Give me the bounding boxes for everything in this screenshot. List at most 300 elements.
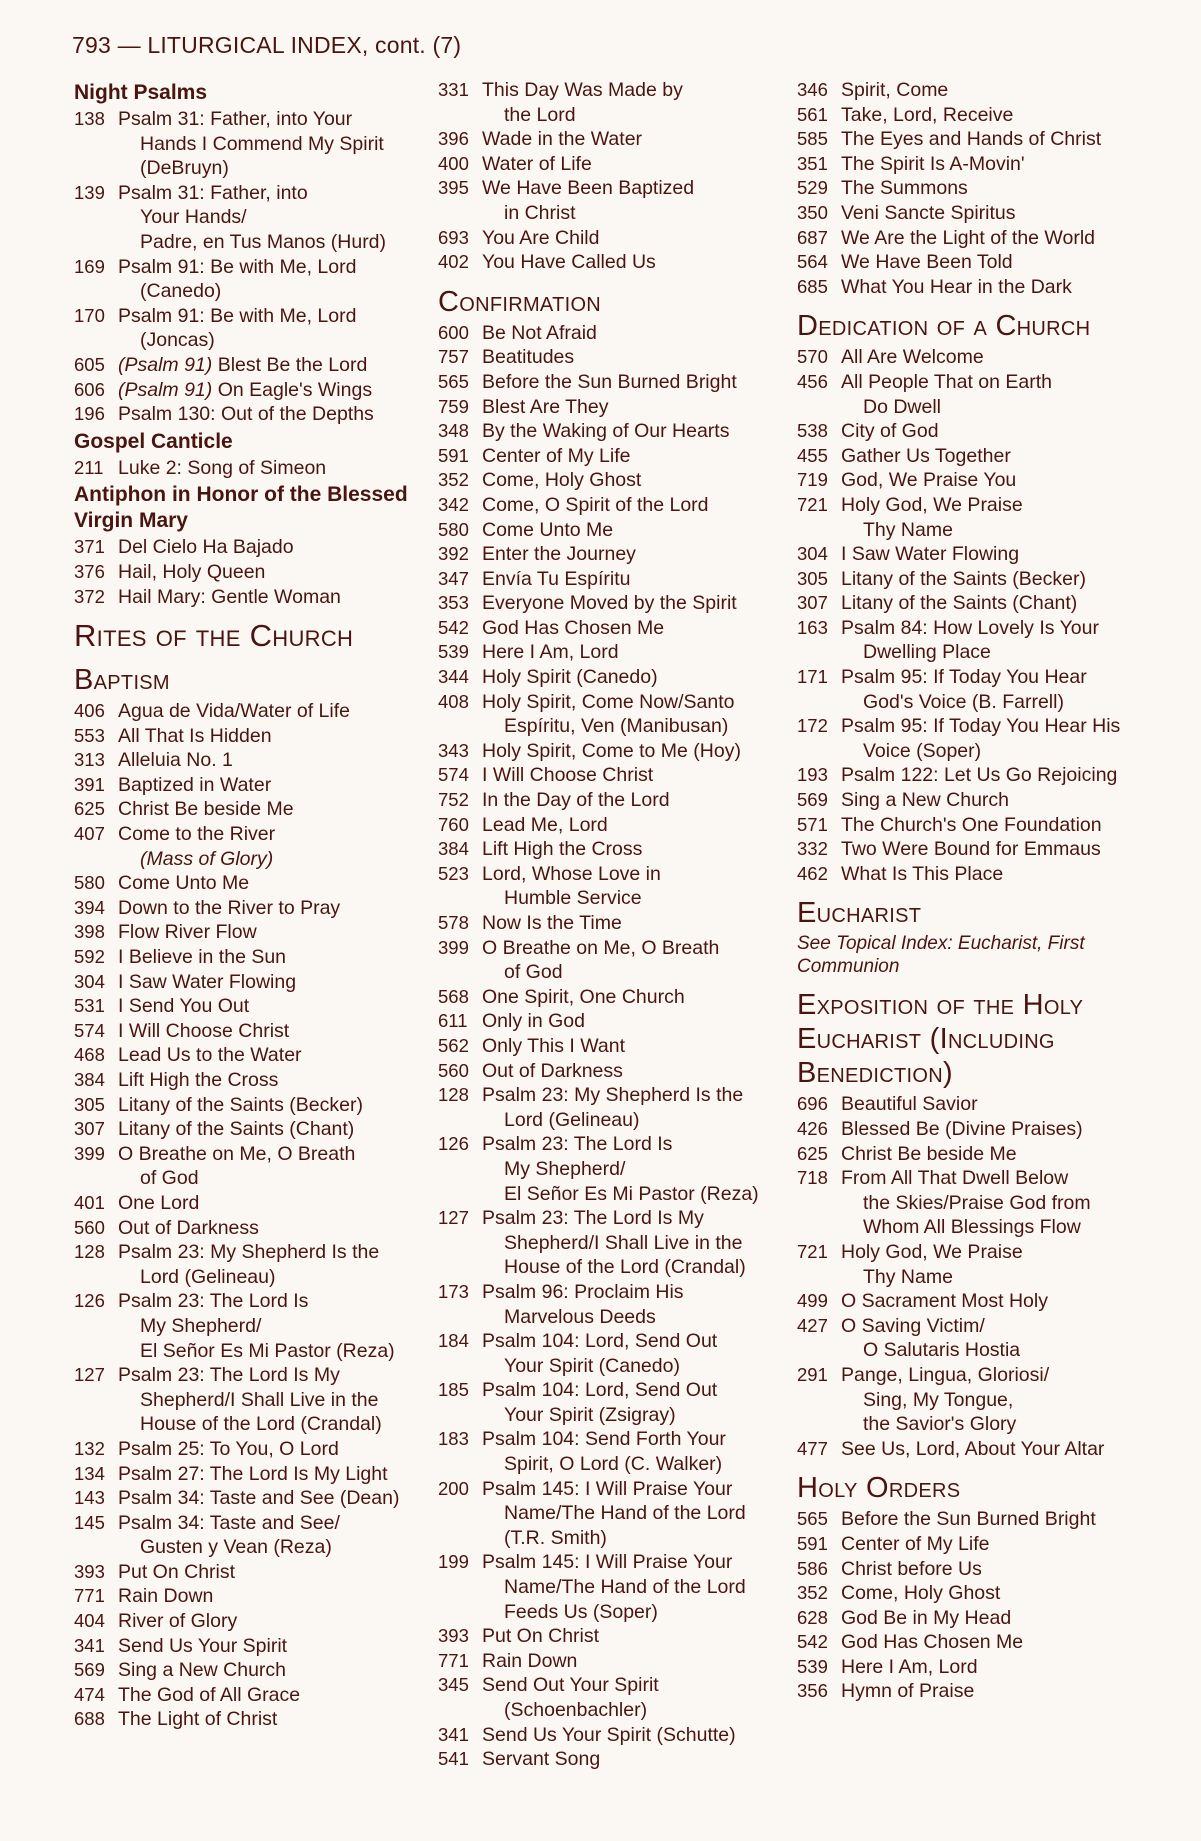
hymn-title xyxy=(118,402,419,427)
hymn-title xyxy=(841,201,1142,226)
hymn-number: 145 xyxy=(74,1511,105,1533)
hymn-title xyxy=(482,78,783,127)
title-line: Psalm 145: I Will Praise Your xyxy=(482,1551,733,1574)
title-line: Only in God xyxy=(482,1010,585,1033)
index-entry xyxy=(438,152,783,177)
hymn-title xyxy=(482,468,783,493)
hymn-title xyxy=(482,1550,783,1624)
title-line: You Have Called Us xyxy=(482,251,656,274)
title-line: Spirit, Come xyxy=(841,79,949,101)
hymn-number: 541 xyxy=(438,1748,469,1770)
title-line: Psalm 122: Let Us Go Rejoicing xyxy=(841,764,1118,787)
title-line: Envía Tu Espíritu xyxy=(482,567,631,590)
hymn-title xyxy=(118,994,419,1019)
hymn-title xyxy=(482,1378,783,1427)
title-line: Wade in the Water xyxy=(482,128,643,151)
hymn-number: 193 xyxy=(797,764,828,786)
index-entry xyxy=(74,699,419,724)
index-entry xyxy=(438,370,783,395)
hymn-title xyxy=(482,152,783,177)
title-line: The Spirit Is A-Movin' xyxy=(841,152,1025,175)
hymn-title xyxy=(482,1206,783,1280)
title-line: Psalm 23: The Lord Is xyxy=(482,1133,673,1156)
hymn-number: 693 xyxy=(438,226,469,248)
title-line: Christ before Us xyxy=(841,1557,982,1580)
hymn-number: 718 xyxy=(797,1167,828,1189)
index-entry xyxy=(74,1289,419,1363)
title-line: Spirit, O Lord (C. Walker) xyxy=(504,1453,723,1476)
index-entry xyxy=(797,1314,1142,1363)
section-heading: Dedication of a Church xyxy=(797,310,1091,343)
index-entry xyxy=(74,456,419,481)
hymn-title xyxy=(118,1437,419,1462)
index-entry xyxy=(438,763,783,788)
title-line: Hail Mary: Gentle Woman xyxy=(118,585,341,608)
title-line: O Saving Victim/ xyxy=(841,1314,985,1337)
index-entry xyxy=(797,419,1142,444)
title-line: All That Is Hidden xyxy=(118,724,272,747)
index-entry xyxy=(797,1630,1142,1655)
index-entry xyxy=(74,1658,419,1683)
title-line: Out of Darkness xyxy=(118,1216,259,1239)
index-entry xyxy=(438,1009,783,1034)
title-line: Psalm 95: If Today You Hear His xyxy=(841,715,1121,738)
title-line: God Has Chosen Me xyxy=(841,1631,1024,1654)
hymn-title xyxy=(118,255,419,304)
hymn-number: 342 xyxy=(438,493,469,515)
hymn-number: 341 xyxy=(438,1723,469,1745)
hymn-number: 169 xyxy=(74,255,105,277)
index-entry xyxy=(438,395,783,420)
index-entry xyxy=(438,419,783,444)
hymn-title xyxy=(482,1624,783,1649)
title-line: Alleluia No. 1 xyxy=(118,749,233,772)
hymn-number: 291 xyxy=(797,1363,828,1385)
hymn-title xyxy=(841,813,1142,838)
title-line: Holy God, We Praise xyxy=(841,493,1023,516)
title-line: Litany of the Saints (Chant) xyxy=(841,592,1078,615)
section-heading: Baptism xyxy=(74,664,170,697)
index-entry xyxy=(438,665,783,690)
section-heading: Holy Orders xyxy=(797,1472,961,1505)
hymn-number: 163 xyxy=(797,616,828,638)
hymn-number: 456 xyxy=(797,370,828,392)
index-entry xyxy=(74,994,419,1019)
title-line: My Shepherd/ xyxy=(140,1314,262,1337)
hymn-number: 580 xyxy=(438,518,469,540)
title-line: Psalm 34: Taste and See/ xyxy=(118,1511,340,1534)
hymn-number: 305 xyxy=(797,567,828,589)
title-line: Psalm 145: I Will Praise Your xyxy=(482,1477,733,1500)
title-line: Come, O Spirit of the Lord xyxy=(482,493,709,516)
title-line: Lead Me, Lord xyxy=(482,813,608,836)
hymn-title xyxy=(118,1289,419,1363)
title-line: Before the Sun Burned Bright xyxy=(841,1508,1096,1531)
title-line: Out of Darkness xyxy=(482,1059,623,1082)
hymn-number: 455 xyxy=(797,444,828,466)
title-line: Take, Lord, Receive xyxy=(841,103,1014,126)
hymn-title xyxy=(482,1477,783,1551)
title-line: Lord (Gelineau) xyxy=(140,1265,276,1288)
hymn-title xyxy=(482,640,783,665)
hymn-number: 600 xyxy=(438,321,469,343)
hymn-number: 561 xyxy=(797,103,828,125)
hymn-number: 462 xyxy=(797,862,828,884)
hymn-title xyxy=(482,444,783,469)
hymn-number: 356 xyxy=(797,1680,828,1702)
hymn-number: 185 xyxy=(438,1379,469,1401)
index-entry xyxy=(74,1093,419,1118)
hymn-title xyxy=(841,345,1142,370)
hymn-number: 477 xyxy=(797,1437,828,1459)
title-line: Holy Spirit (Canedo) xyxy=(482,666,658,689)
title-line: O Salutaris Hostia xyxy=(863,1339,1021,1362)
title-line: What Is This Place xyxy=(841,862,1004,885)
title-line: God, We Praise You xyxy=(841,469,1017,492)
hymn-title xyxy=(482,862,783,911)
title-line: Before the Sun Burned Bright xyxy=(482,370,737,393)
hymn-title xyxy=(841,1117,1142,1142)
hymn-number: 571 xyxy=(797,813,828,835)
title-line: the Savior's Glory xyxy=(863,1413,1017,1436)
hymn-number: 752 xyxy=(438,789,469,811)
title-line: Your Spirit (Zsigray) xyxy=(504,1403,676,1426)
hymn-number: 126 xyxy=(74,1290,105,1312)
title-line: Holy God, We Praise xyxy=(841,1240,1023,1263)
title-line: Pange, Lingua, Gloriosi/ xyxy=(841,1363,1050,1386)
title-line: All People That on Earth xyxy=(841,370,1053,393)
hymn-title xyxy=(841,419,1142,444)
title-line: Psalm 23: The Lord Is xyxy=(118,1290,309,1313)
title-line: Hail, Holy Queen xyxy=(118,560,266,583)
hymn-number: 138 xyxy=(74,108,105,129)
index-entry xyxy=(74,107,419,181)
title-line: Beatitudes xyxy=(482,346,575,369)
hymn-number: 560 xyxy=(438,1059,469,1081)
title-line: O Breathe on Me, O Breath xyxy=(118,1142,356,1165)
section-heading: Confirmation xyxy=(438,285,602,318)
index-entry xyxy=(74,1486,419,1511)
hymn-number: 196 xyxy=(74,403,105,425)
hymn-title xyxy=(118,1634,419,1659)
title-line: Flow River Flow xyxy=(118,921,257,944)
title-line: Name/The Hand of the Lord xyxy=(504,1576,746,1599)
index-entry xyxy=(74,1068,419,1093)
hymn-title xyxy=(118,181,419,255)
hymn-title xyxy=(841,788,1142,813)
hymn-number: 569 xyxy=(797,789,828,811)
title-line: Thy Name xyxy=(863,1265,953,1288)
subheading: Antiphon in Honor of the Blessed Virgin Mary xyxy=(74,483,408,533)
hymn-number: 344 xyxy=(438,666,469,688)
index-entry xyxy=(74,1584,419,1609)
hymn-number: 628 xyxy=(797,1606,828,1628)
index-entry xyxy=(797,1532,1142,1557)
title-line: Lift High the Cross xyxy=(482,838,643,861)
index-entry xyxy=(797,275,1142,300)
hymn-number: 139 xyxy=(74,181,105,203)
hymn-title xyxy=(118,871,419,896)
hymn-number: 345 xyxy=(438,1674,469,1696)
index-entry xyxy=(74,1142,419,1191)
hymn-number: 539 xyxy=(797,1655,828,1677)
index-entry xyxy=(74,1216,419,1241)
title-line: We Have Been Baptized xyxy=(482,177,695,200)
hymn-title xyxy=(841,1630,1142,1655)
title-line: Luke 2: Song of Simeon xyxy=(118,456,327,479)
title-line: Enter the Journey xyxy=(482,543,636,566)
hymn-title xyxy=(482,985,783,1010)
title-line: Put On Christ xyxy=(482,1625,600,1648)
title-line: Rain Down xyxy=(482,1649,578,1672)
title-line: Sing, My Tongue, xyxy=(863,1388,1014,1411)
italic-prefix: (Psalm 91) xyxy=(118,378,213,401)
hymn-number: 171 xyxy=(797,666,828,688)
title-text: Blest Be the Lord xyxy=(212,353,368,376)
title-line: the Skies/Praise God from xyxy=(863,1191,1091,1214)
hymn-number: 184 xyxy=(438,1330,469,1352)
hymn-number: 391 xyxy=(74,773,105,795)
hymn-title xyxy=(482,345,783,370)
hymn-number: 172 xyxy=(797,715,828,737)
hymn-number: 304 xyxy=(797,543,828,565)
index-entry xyxy=(797,1606,1142,1631)
hymn-number: 384 xyxy=(74,1069,105,1090)
index-entry xyxy=(74,560,419,585)
hymn-number: 771 xyxy=(438,1649,469,1671)
hymn-number: 685 xyxy=(797,275,828,297)
title-line: Lift High the Cross xyxy=(118,1069,279,1091)
hymn-title xyxy=(841,542,1142,567)
hymn-number: 402 xyxy=(438,251,469,273)
hymn-title xyxy=(482,1723,783,1748)
hymn-number: 565 xyxy=(438,370,469,392)
index-entry xyxy=(797,468,1142,493)
hymn-number: 574 xyxy=(438,764,469,786)
index-entry xyxy=(438,862,783,911)
hymn-number: 331 xyxy=(438,79,469,100)
hymn-number: 353 xyxy=(438,592,469,614)
index-entry xyxy=(797,1363,1142,1437)
hymn-title xyxy=(118,560,419,585)
title-line: Put On Christ xyxy=(118,1560,236,1583)
index-entry xyxy=(797,837,1142,862)
hymn-number: 211 xyxy=(74,456,104,478)
hymn-number: 400 xyxy=(438,152,469,174)
title-line: Psalm 34: Taste and See (Dean) xyxy=(118,1487,400,1510)
title-line: Psalm 31: Father, into Your xyxy=(118,108,353,130)
hymn-title xyxy=(118,1363,419,1437)
title-line: Lord, Whose Love in xyxy=(482,862,661,885)
index-entry xyxy=(438,176,783,225)
hymn-title xyxy=(118,585,419,610)
hymn-number: 760 xyxy=(438,813,469,835)
title-line: I Believe in the Sun xyxy=(118,946,287,969)
hymn-number: 542 xyxy=(438,616,469,638)
index-entry xyxy=(797,1581,1142,1606)
index-entry xyxy=(438,1034,783,1059)
title-line: By the Waking of Our Hearts xyxy=(482,420,730,443)
index-entry xyxy=(797,862,1142,887)
hymn-number: 721 xyxy=(797,1240,828,1262)
index-entry xyxy=(74,1560,419,1585)
title-line: of God xyxy=(504,961,563,984)
hymn-number: 346 xyxy=(797,79,828,100)
title-line: Now Is the Time xyxy=(482,912,622,934)
hymn-number: 585 xyxy=(797,128,828,150)
index-entry xyxy=(438,1550,783,1624)
title-line: Gusten y Vean (Reza) xyxy=(140,1536,332,1559)
hymn-number: 126 xyxy=(438,1133,469,1155)
title-line: in Christ xyxy=(504,201,576,224)
index-entry xyxy=(74,585,419,610)
hymn-title xyxy=(118,304,419,353)
index-entry xyxy=(438,542,783,567)
index-entry xyxy=(74,1019,419,1044)
title-line: Psalm 31: Father, into xyxy=(118,181,308,204)
index-entry xyxy=(797,788,1142,813)
title-line: (Canedo) xyxy=(140,280,222,303)
index-entry xyxy=(797,1092,1142,1117)
hymn-number: 538 xyxy=(797,420,828,442)
index-entry xyxy=(438,837,783,862)
title-line: We Have Been Told xyxy=(841,251,1013,274)
title-line xyxy=(118,378,419,403)
hymn-title xyxy=(841,714,1142,763)
title-line: O Breathe on Me, O Breath xyxy=(482,936,720,959)
section-heading: Exposition of the Holy Eucharist (Including Benediction) xyxy=(797,989,1084,1090)
hymn-title xyxy=(482,567,783,592)
title-line: Psalm 104: Send Forth Your xyxy=(482,1428,726,1451)
hymn-title xyxy=(841,176,1142,201)
index-column-2 xyxy=(438,78,783,1772)
index-entry xyxy=(74,773,419,798)
index-entry xyxy=(797,127,1142,152)
hymn-title xyxy=(841,1437,1142,1462)
hymn-title xyxy=(841,1142,1142,1167)
index-entry xyxy=(74,353,419,378)
index-entry xyxy=(797,1557,1142,1582)
hymn-number: 376 xyxy=(74,560,105,582)
index-entry xyxy=(438,250,783,275)
hymn-title xyxy=(482,690,783,739)
hymn-title xyxy=(841,226,1142,251)
hymn-title xyxy=(482,1280,783,1329)
index-entry xyxy=(74,896,419,921)
hymn-number: 348 xyxy=(438,420,469,442)
title-line: Servant Song xyxy=(482,1748,601,1771)
hymn-title xyxy=(118,1191,419,1216)
index-entry xyxy=(74,1511,419,1560)
index-entry xyxy=(797,542,1142,567)
hymn-number: 399 xyxy=(438,936,469,958)
hymn-number: 128 xyxy=(74,1241,105,1263)
hymn-number: 393 xyxy=(74,1560,105,1582)
index-entry xyxy=(797,78,1142,103)
hymn-title xyxy=(118,699,419,724)
hymn-title xyxy=(841,1557,1142,1582)
hymn-number: 307 xyxy=(797,592,828,614)
hymn-number: 562 xyxy=(438,1034,469,1056)
index-entry xyxy=(438,1673,783,1722)
hymn-title xyxy=(841,1289,1142,1314)
title-line: Gather Us Together xyxy=(841,444,1011,467)
index-entry xyxy=(797,1289,1142,1314)
hymn-title xyxy=(482,911,783,936)
index-entry xyxy=(797,714,1142,763)
title-line: All Are Welcome xyxy=(841,346,984,369)
hymn-number: 586 xyxy=(797,1557,828,1579)
index-entry xyxy=(797,444,1142,469)
hymn-number: 580 xyxy=(74,872,105,894)
title-line: I Send You Out xyxy=(118,995,250,1018)
index-entry xyxy=(438,591,783,616)
title-line: Rain Down xyxy=(118,1585,214,1608)
hymn-title xyxy=(482,250,783,275)
index-entry xyxy=(797,1507,1142,1532)
index-entry xyxy=(438,1280,783,1329)
title-line: The Summons xyxy=(841,177,968,200)
hymn-number: 404 xyxy=(74,1610,105,1632)
hymn-title xyxy=(841,493,1142,542)
title-line: I Saw Water Flowing xyxy=(841,543,1020,566)
hymn-title xyxy=(118,1658,419,1683)
hymn-number: 332 xyxy=(797,838,828,860)
index-entry xyxy=(74,1191,419,1216)
index-entry xyxy=(438,1083,783,1132)
title-line: Sing a New Church xyxy=(118,1659,286,1682)
title-line: Humble Service xyxy=(504,887,642,910)
index-entry xyxy=(438,127,783,152)
index-entry xyxy=(797,493,1142,542)
index-entry xyxy=(438,1477,783,1551)
title-line: Psalm 104: Lord, Send Out xyxy=(482,1379,718,1402)
title-line: Blessed Be (Divine Praises) xyxy=(841,1118,1083,1140)
title-line: Center of My Life xyxy=(841,1532,990,1555)
hymn-number: 687 xyxy=(797,226,828,248)
title-line: Lead Us to the Water xyxy=(118,1044,302,1067)
hymn-number: 384 xyxy=(438,838,469,860)
hymn-title xyxy=(118,1240,419,1289)
hymn-title xyxy=(118,1486,419,1511)
hymn-title xyxy=(841,1363,1142,1437)
hymn-number: 313 xyxy=(74,749,105,771)
hymn-title xyxy=(118,1584,419,1609)
hymn-number: 523 xyxy=(438,862,469,884)
index-entry xyxy=(74,535,419,560)
index-entry xyxy=(438,1427,783,1476)
section-heading: Rites of the Church xyxy=(74,618,354,654)
hymn-title xyxy=(118,1142,419,1191)
title-line: Psalm 25: To You, O Lord xyxy=(118,1437,339,1460)
title-line: Your Spirit (Canedo) xyxy=(504,1354,680,1377)
hymn-title xyxy=(482,1132,783,1206)
hymn-title xyxy=(841,250,1142,275)
title-line: I Will Choose Christ xyxy=(482,764,654,787)
title-line: Psalm 91: Be with Me, Lord xyxy=(118,304,357,327)
index-entry xyxy=(438,936,783,985)
hymn-title xyxy=(482,493,783,518)
hymn-number: 143 xyxy=(74,1487,105,1509)
hymn-title xyxy=(482,127,783,152)
hymn-number: 408 xyxy=(438,690,469,712)
hymn-number: 173 xyxy=(438,1280,469,1302)
index-entry xyxy=(438,444,783,469)
hymn-title xyxy=(482,226,783,251)
index-entry xyxy=(74,1437,419,1462)
index-entry xyxy=(438,1649,783,1674)
hymn-title xyxy=(482,1034,783,1059)
